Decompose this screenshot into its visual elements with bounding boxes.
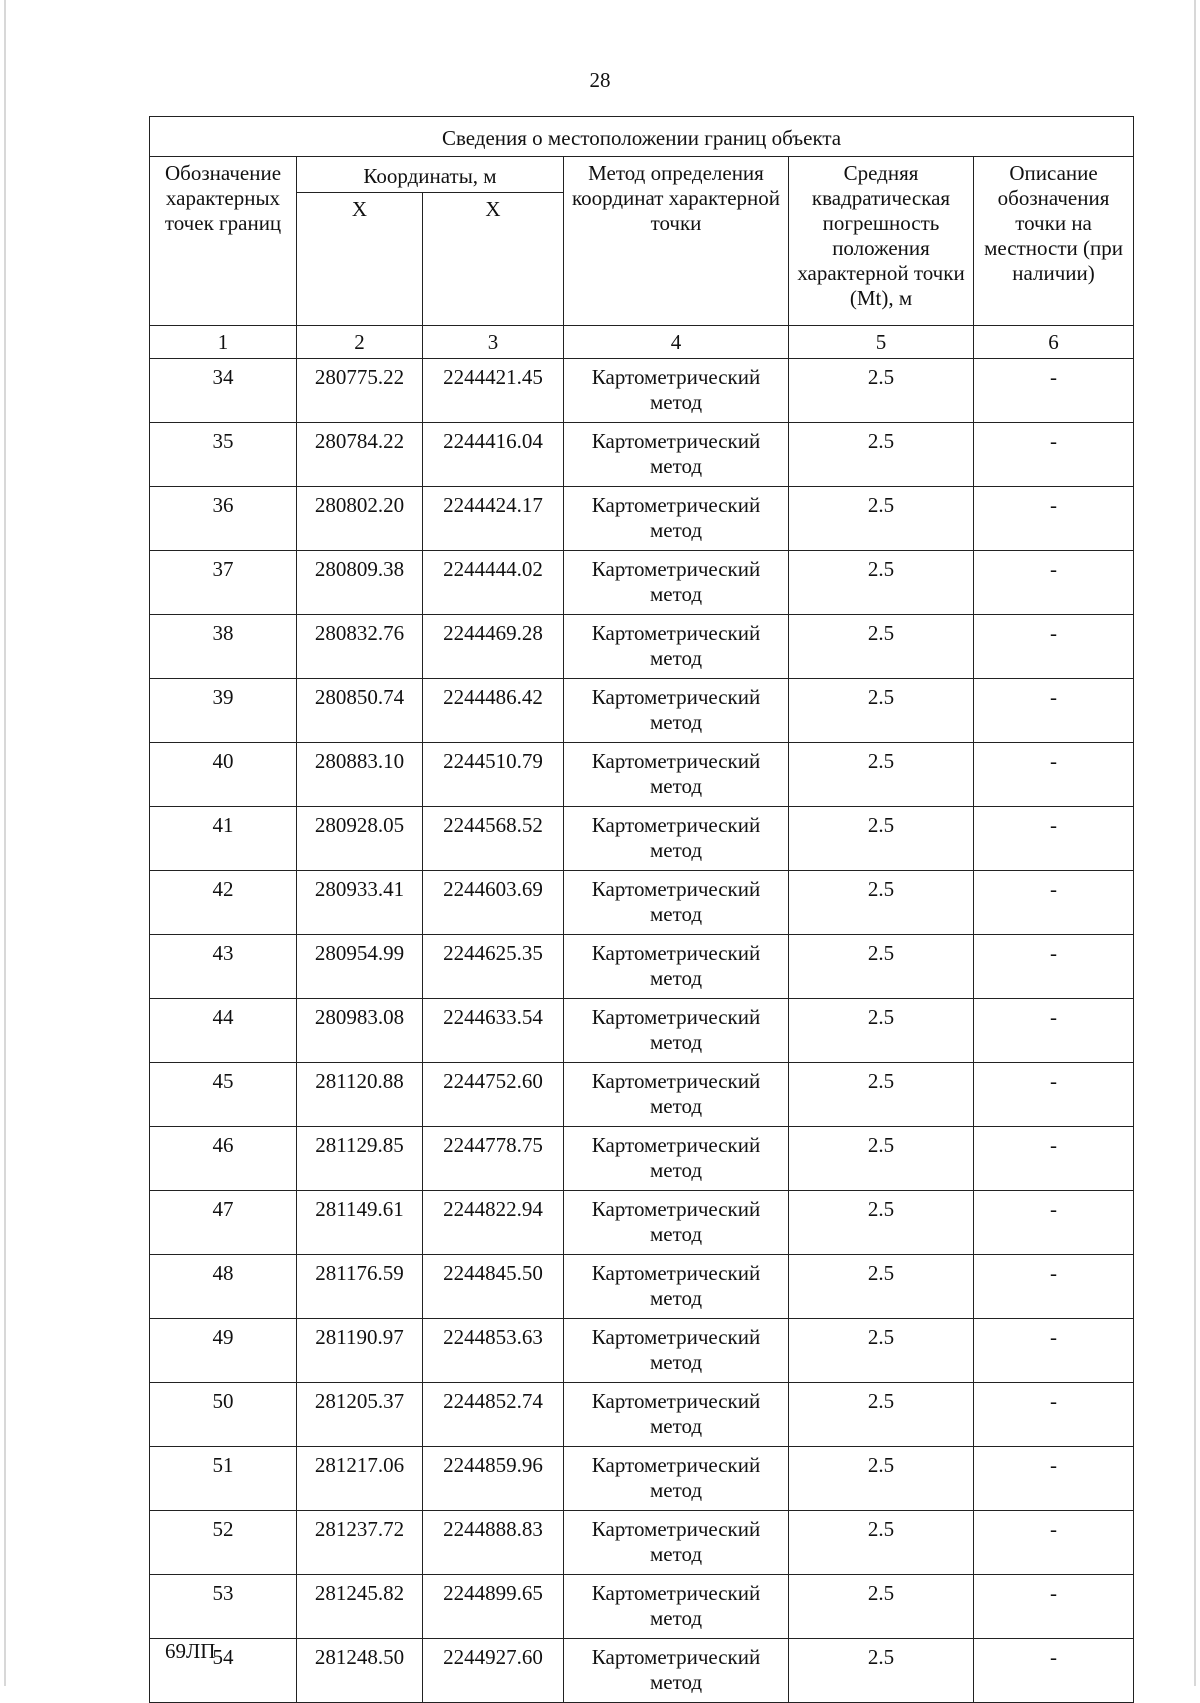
cell-coord-y: 2244416.04 <box>423 423 564 487</box>
cell-coord-x: 280928.05 <box>297 807 423 871</box>
cell-error: 2.5 <box>789 999 974 1063</box>
column-number: 2 <box>297 326 423 359</box>
cell-coord-x: 281205.37 <box>297 1383 423 1447</box>
cell-point: 54 <box>150 1639 297 1703</box>
cell-error: 2.5 <box>789 1575 974 1639</box>
cell-method: Картометрический метод <box>564 551 789 615</box>
cell-method: Картометрический метод <box>564 1191 789 1255</box>
cell-description: - <box>974 1191 1134 1255</box>
cell-point: 49 <box>150 1319 297 1383</box>
table-row <box>150 935 1134 999</box>
cell-method: Картометрический метод <box>564 1639 789 1703</box>
table-row <box>150 1511 1134 1575</box>
cell-coord-x: 280809.38 <box>297 551 423 615</box>
cell-coord-x: 281245.82 <box>297 1575 423 1639</box>
cell-coord-x: 281190.97 <box>297 1319 423 1383</box>
cell-point: 39 <box>150 679 297 743</box>
cell-description: - <box>974 935 1134 999</box>
table-row <box>150 679 1134 743</box>
cell-description: - <box>974 1639 1134 1703</box>
cell-description: - <box>974 487 1134 551</box>
cell-coord-y: 2244852.74 <box>423 1383 564 1447</box>
table-title: Сведения о местоположении границ объекта <box>150 117 1134 157</box>
scan-edge-left <box>4 0 6 1686</box>
page-number: 28 <box>589 68 611 92</box>
table-row <box>150 1255 1134 1319</box>
cell-coord-x: 280832.76 <box>297 615 423 679</box>
cell-point: 43 <box>150 935 297 999</box>
cell-method: Картометрический метод <box>564 359 789 423</box>
cell-error: 2.5 <box>789 1447 974 1511</box>
cell-coord-y: 2244421.45 <box>423 359 564 423</box>
cell-coord-y: 2244822.94 <box>423 1191 564 1255</box>
cell-point: 37 <box>150 551 297 615</box>
cell-coord-x: 281248.50 <box>297 1639 423 1703</box>
header-point-designation: Обозначение характерных точек границ <box>150 157 297 326</box>
cell-coord-y: 2244424.17 <box>423 487 564 551</box>
cell-description: - <box>974 743 1134 807</box>
table-row <box>150 999 1134 1063</box>
cell-coord-x: 281237.72 <box>297 1511 423 1575</box>
cell-description: - <box>974 1511 1134 1575</box>
table-row <box>150 871 1134 935</box>
cell-coord-y: 2244568.52 <box>423 807 564 871</box>
cell-coord-y: 2244444.02 <box>423 551 564 615</box>
table-row <box>150 743 1134 807</box>
table-row <box>150 1063 1134 1127</box>
cell-coord-x: 281176.59 <box>297 1255 423 1319</box>
cell-error: 2.5 <box>789 1511 974 1575</box>
cell-error: 2.5 <box>789 1255 974 1319</box>
cell-description: - <box>974 1575 1134 1639</box>
cell-coord-y: 2244633.54 <box>423 999 564 1063</box>
cell-point: 34 <box>150 359 297 423</box>
cell-error: 2.5 <box>789 1127 974 1191</box>
header-coord-x: X <box>297 193 423 326</box>
cell-coord-y: 2244859.96 <box>423 1447 564 1511</box>
cell-point: 46 <box>150 1127 297 1191</box>
cell-coord-y: 2244752.60 <box>423 1063 564 1127</box>
cell-description: - <box>974 871 1134 935</box>
table-row <box>150 1383 1134 1447</box>
column-number: 1 <box>150 326 297 359</box>
header-method: Метод определения координат характерной точки <box>564 157 789 326</box>
cell-error: 2.5 <box>789 743 974 807</box>
cell-method: Картометрический метод <box>564 679 789 743</box>
cell-point: 42 <box>150 871 297 935</box>
header-mean-error: Средняя квадратическая погрешность положения характерной точки (Mt), м <box>789 157 974 326</box>
cell-description: - <box>974 1063 1134 1127</box>
cell-method: Картометрический метод <box>564 1255 789 1319</box>
cell-coord-x: 281149.61 <box>297 1191 423 1255</box>
cell-method: Картометрический метод <box>564 487 789 551</box>
table-row <box>150 1319 1134 1383</box>
cell-method: Картометрический метод <box>564 1319 789 1383</box>
table-body <box>150 359 1134 1703</box>
cell-coord-x: 281217.06 <box>297 1447 423 1511</box>
cell-error: 2.5 <box>789 359 974 423</box>
cell-description: - <box>974 1383 1134 1447</box>
cell-point: 44 <box>150 999 297 1063</box>
cell-coord-y: 2244845.50 <box>423 1255 564 1319</box>
cell-point: 53 <box>150 1575 297 1639</box>
cell-coord-y: 2244888.83 <box>423 1511 564 1575</box>
cell-coord-x: 280983.08 <box>297 999 423 1063</box>
cell-description: - <box>974 679 1134 743</box>
cell-coord-x: 280954.99 <box>297 935 423 999</box>
cell-point: 41 <box>150 807 297 871</box>
cell-error: 2.5 <box>789 871 974 935</box>
cell-coord-y: 2244927.60 <box>423 1639 564 1703</box>
cell-coord-y: 2244853.63 <box>423 1319 564 1383</box>
cell-error: 2.5 <box>789 423 974 487</box>
cell-point: 52 <box>150 1511 297 1575</box>
cell-error: 2.5 <box>789 1191 974 1255</box>
table-row <box>150 1575 1134 1639</box>
cell-description: - <box>974 551 1134 615</box>
cell-method: Картометрический метод <box>564 1063 789 1127</box>
scan-edge-right <box>1194 0 1196 1686</box>
cell-description: - <box>974 1447 1134 1511</box>
column-number: 3 <box>423 326 564 359</box>
cell-method: Картометрический метод <box>564 423 789 487</box>
cell-method: Картометрический метод <box>564 999 789 1063</box>
cell-point: 48 <box>150 1255 297 1319</box>
cell-point: 45 <box>150 1063 297 1127</box>
cell-description: - <box>974 359 1134 423</box>
cell-error: 2.5 <box>789 551 974 615</box>
cell-coord-y: 2244625.35 <box>423 935 564 999</box>
cell-error: 2.5 <box>789 935 974 999</box>
cell-error: 2.5 <box>789 1319 974 1383</box>
boundary-coordinates-table <box>149 116 1134 1703</box>
table-row <box>150 1639 1134 1703</box>
column-number: 5 <box>789 326 974 359</box>
cell-coord-x: 280850.74 <box>297 679 423 743</box>
cell-method: Картометрический метод <box>564 807 789 871</box>
cell-description: - <box>974 999 1134 1063</box>
table-row <box>150 423 1134 487</box>
cell-description: - <box>974 807 1134 871</box>
cell-coord-y: 2244486.42 <box>423 679 564 743</box>
table-row <box>150 359 1134 423</box>
cell-coord-x: 281129.85 <box>297 1127 423 1191</box>
table-row <box>150 1447 1134 1511</box>
cell-error: 2.5 <box>789 1639 974 1703</box>
cell-error: 2.5 <box>789 487 974 551</box>
cell-coord-x: 280775.22 <box>297 359 423 423</box>
cell-point: 40 <box>150 743 297 807</box>
cell-point: 47 <box>150 1191 297 1255</box>
cell-method: Картометрический метод <box>564 1511 789 1575</box>
cell-description: - <box>974 1319 1134 1383</box>
cell-coord-x: 280784.22 <box>297 423 423 487</box>
cell-coord-x: 280933.41 <box>297 871 423 935</box>
column-number: 4 <box>564 326 789 359</box>
table-row <box>150 487 1134 551</box>
cell-method: Картометрический метод <box>564 615 789 679</box>
cell-coord-x: 281120.88 <box>297 1063 423 1127</box>
footer-code: 69ЛП <box>165 1639 216 1663</box>
cell-coord-y: 2244778.75 <box>423 1127 564 1191</box>
cell-method: Картометрический метод <box>564 1447 789 1511</box>
cell-description: - <box>974 1127 1134 1191</box>
column-number: 6 <box>974 326 1134 359</box>
cell-method: Картометрический метод <box>564 871 789 935</box>
cell-method: Картометрический метод <box>564 1575 789 1639</box>
table-row <box>150 551 1134 615</box>
header-coordinates-group: Координаты, м <box>297 157 564 193</box>
table-row <box>150 615 1134 679</box>
cell-point: 38 <box>150 615 297 679</box>
cell-description: - <box>974 423 1134 487</box>
cell-error: 2.5 <box>789 807 974 871</box>
cell-point: 36 <box>150 487 297 551</box>
cell-point: 51 <box>150 1447 297 1511</box>
cell-error: 2.5 <box>789 679 974 743</box>
cell-method: Картометрический метод <box>564 935 789 999</box>
cell-error: 2.5 <box>789 1063 974 1127</box>
cell-description: - <box>974 615 1134 679</box>
header-coord-x2: X <box>423 193 564 326</box>
cell-point: 50 <box>150 1383 297 1447</box>
cell-method: Картометрический метод <box>564 1127 789 1191</box>
cell-coord-y: 2244510.79 <box>423 743 564 807</box>
cell-method: Картометрический метод <box>564 1383 789 1447</box>
cell-method: Картометрический метод <box>564 743 789 807</box>
cell-error: 2.5 <box>789 1383 974 1447</box>
cell-error: 2.5 <box>789 615 974 679</box>
cell-coord-y: 2244469.28 <box>423 615 564 679</box>
cell-coord-y: 2244603.69 <box>423 871 564 935</box>
cell-description: - <box>974 1255 1134 1319</box>
table-row <box>150 1191 1134 1255</box>
cell-coord-y: 2244899.65 <box>423 1575 564 1639</box>
table-row <box>150 1127 1134 1191</box>
table-row <box>150 807 1134 871</box>
cell-coord-x: 280883.10 <box>297 743 423 807</box>
header-description: Описание обозначения точки на местности (при наличии) <box>974 157 1134 326</box>
cell-coord-x: 280802.20 <box>297 487 423 551</box>
cell-point: 35 <box>150 423 297 487</box>
